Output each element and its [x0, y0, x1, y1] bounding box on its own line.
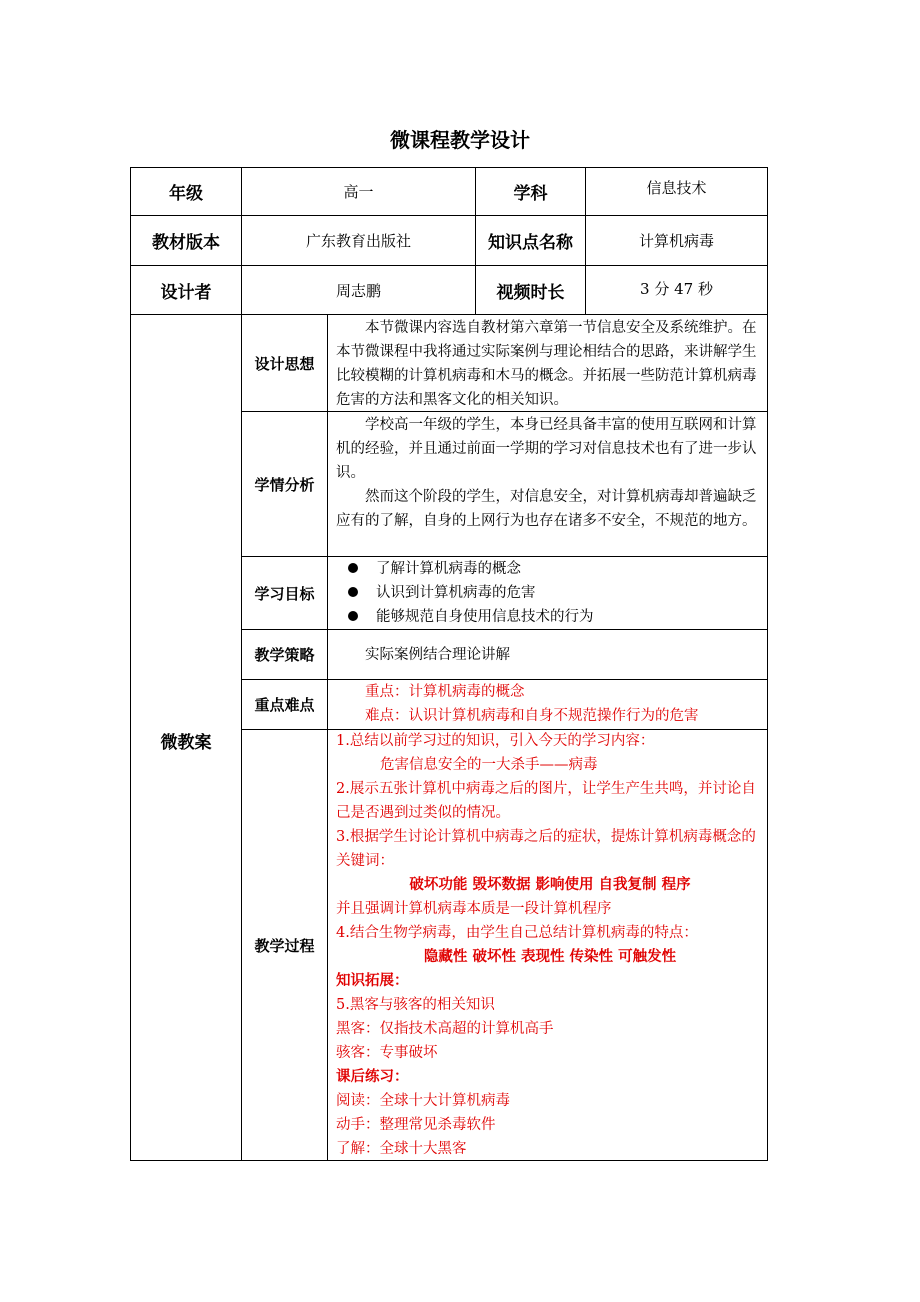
key-point: 重点：计算机病毒的概念: [365, 684, 525, 700]
learner-analysis-paragraph-2: 然而这个阶段的学生，对信息安全，对计算机病毒却普遍缺乏应有的了解，自身的上网行为也存在诸多不安全，不规范的地方。: [336, 489, 757, 529]
learner-analysis-paragraph-1: 学校高一年级的学生，本身已经具备丰富的使用互联网和计算机的经验，并且通过前面一学期的学习对信息技术也有了进一步认识。: [336, 417, 757, 481]
grade-label: 年级: [169, 184, 203, 204]
process-heading: 课后练习：: [336, 1069, 409, 1085]
key-difficult-points-label: 重点难点: [254, 696, 315, 714]
page-title: 微课程教学设计: [390, 128, 530, 152]
process-line: 3.根据学生讨论计算机中病毒之后的症状，提炼计算机病毒概念的关键词：: [336, 829, 756, 869]
textbook-label: 教材版本: [152, 233, 220, 253]
subject-label: 学科: [513, 184, 548, 204]
list-item: 认识到计算机病毒的危害: [336, 581, 764, 605]
process-line: 阅读：全球十大计算机病毒: [336, 1093, 510, 1109]
knowledge-point-value: 计算机病毒: [638, 232, 714, 250]
process-features: 隐藏性 破坏性 表现性 传染性 可触发性: [423, 949, 677, 965]
learning-goals-label: 学习目标: [254, 584, 315, 603]
process-heading: 知识拓展：: [336, 973, 409, 989]
bullet-icon: [348, 611, 358, 621]
list-item: 了解计算机病毒的概念: [336, 557, 764, 581]
design-idea-label: 设计思想: [254, 354, 315, 373]
bullet-icon: [348, 563, 358, 573]
teaching-strategy-paragraph: 实际案例结合理论讲解: [365, 647, 510, 663]
video-length-label: 视频时长: [496, 282, 565, 303]
process-line: 动手：整理常见杀毒软件: [336, 1117, 496, 1133]
knowledge-point-label: 知识点名称: [488, 233, 573, 253]
process-keywords: 破坏功能 毁坏数据 影响使用 自我复制 程序: [409, 877, 691, 893]
process-line: 1.总结以前学习过的知识，引入今天的学习内容：: [336, 733, 655, 749]
process-line: 危害信息安全的一大杀手——病毒: [380, 757, 598, 773]
teaching-strategy-text: [336, 643, 764, 667]
learner-analysis-text: [336, 413, 764, 533]
key-difficult-points-text: [336, 680, 764, 728]
learner-analysis-label: 学情分析: [254, 475, 315, 494]
process-line: 并且强调计算机病毒本质是一段计算机程序: [336, 901, 612, 917]
process-line: 了解：全球十大黑客: [336, 1141, 467, 1157]
difficult-point: 难点：认识计算机病毒和自身不规范操作行为的危害: [365, 708, 699, 724]
designer-value: 周志鹏: [335, 281, 381, 300]
subject-value: 信息技术: [646, 179, 707, 197]
teaching-process-label: 教学过程: [254, 936, 315, 955]
lesson-plan-label: 微教案: [160, 732, 212, 753]
process-line: 黑客：仅指技术高超的计算机高手: [336, 1021, 554, 1037]
video-length-value: 3 分 47 秒: [640, 279, 713, 298]
process-line: 2.展示五张计算机中病毒之后的图片，让学生产生共鸣，并讨论自己是否遇到过类似的情况。: [336, 781, 756, 821]
learning-goals-list: [336, 557, 764, 629]
process-line: 5.黑客与骇客的相关知识: [336, 997, 495, 1013]
grade-value: 高一: [343, 183, 374, 201]
textbook-value: 广东教育出版社: [305, 232, 411, 250]
bullet-icon: [348, 587, 358, 597]
teaching-process-text: [336, 729, 764, 1161]
design-idea-paragraph: 本节微课内容选自教材第六章第一节信息安全及系统维护。在本节微课程中我将通过实际案例与理论相结合的思路，来讲解学生比较模糊的计算机病毒和木马的概念。并拓展一些防范计算机病毒危害的方法和黑客文化的相关知识。: [336, 320, 757, 408]
process-line: 骇客：专事破坏: [336, 1045, 438, 1061]
list-item: 能够规范自身使用信息技术的行为: [336, 605, 764, 629]
process-line: 4.结合生物学病毒，由学生自己总结计算机病毒的特点：: [336, 925, 698, 941]
teaching-strategy-label: 教学策略: [254, 646, 315, 664]
design-idea-text: [336, 316, 764, 412]
designer-label: 设计者: [160, 282, 212, 303]
